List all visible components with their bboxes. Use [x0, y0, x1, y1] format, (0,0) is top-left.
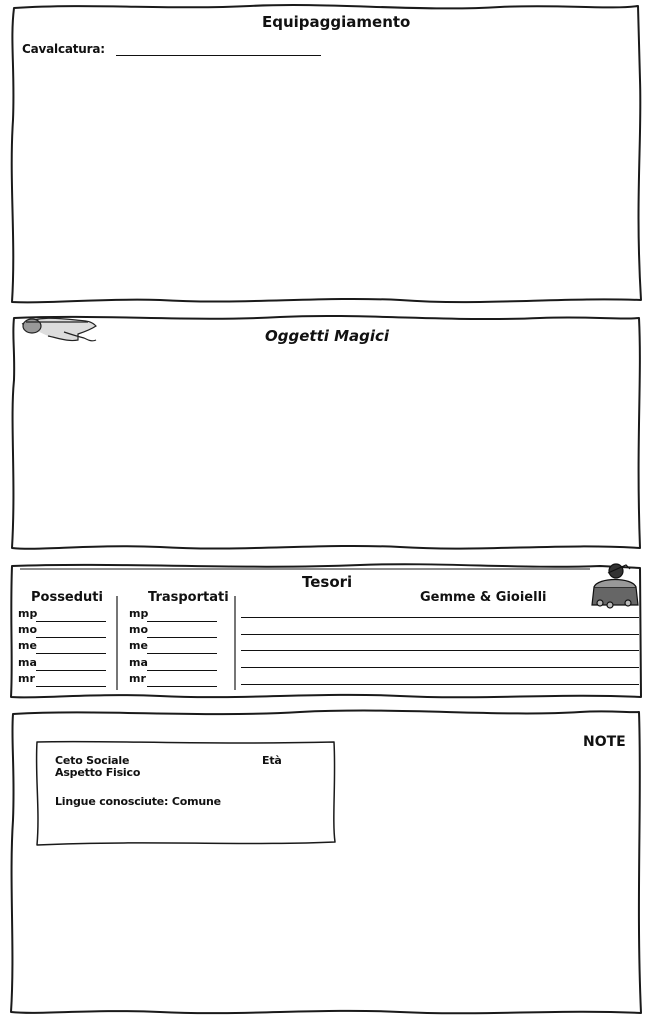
magic-items-title: Oggetti Magici	[265, 327, 390, 345]
carried-me-field[interactable]	[147, 641, 217, 654]
owned-ma-field[interactable]	[36, 658, 106, 671]
carried-ma-field[interactable]	[147, 658, 217, 671]
gems-line[interactable]	[241, 634, 639, 635]
owned-mo-field[interactable]	[36, 625, 106, 638]
coin-label: mr	[18, 672, 35, 685]
carried-mo-field[interactable]	[147, 625, 217, 638]
appearance-label: Aspetto Fisico	[55, 766, 141, 779]
carried-coin-row	[129, 606, 217, 622]
gems-line[interactable]	[241, 684, 639, 685]
coin-label: ma	[18, 656, 37, 669]
scroll-icon	[18, 308, 100, 348]
carried-coin-row	[129, 671, 217, 687]
owned-me-field[interactable]	[36, 641, 106, 654]
owned-mr-field[interactable]	[36, 674, 106, 687]
gems-header: Gemme & Gioielli	[420, 590, 547, 605]
owned-mp-field[interactable]	[36, 609, 106, 622]
coin-label: mp	[18, 607, 38, 620]
gems-line[interactable]	[241, 617, 639, 618]
coin-label: mr	[129, 672, 146, 685]
mount-label: Cavalcatura:	[22, 42, 105, 56]
gems-line[interactable]	[241, 667, 639, 668]
carried-coin-row	[129, 638, 217, 654]
owned-coin-row	[18, 622, 106, 638]
coin-label: mp	[129, 607, 149, 620]
age-label: Età	[262, 754, 282, 767]
owned-coin-row	[18, 606, 106, 622]
owned-coin-row	[18, 638, 106, 654]
mount-field[interactable]	[116, 42, 321, 56]
coin-label: mo	[18, 623, 38, 636]
carried-coin-row	[129, 622, 217, 638]
treasure-chest-icon	[586, 559, 644, 611]
carried-mp-field[interactable]	[147, 609, 217, 622]
carried-header: Trasportati	[148, 590, 229, 605]
owned-coin-row	[18, 671, 106, 687]
carried-mr-field[interactable]	[147, 674, 217, 687]
coin-label: ma	[129, 656, 148, 669]
magic-items-frame	[12, 316, 640, 549]
owned-coin-row	[18, 655, 106, 671]
coin-label: mo	[129, 623, 149, 636]
equipment-frame	[12, 5, 641, 302]
owned-header: Posseduti	[31, 590, 103, 605]
notes-title: NOTE	[583, 734, 626, 750]
carried-coin-row	[129, 655, 217, 671]
coin-label: me	[18, 639, 37, 652]
equipment-title: Equipaggiamento	[262, 13, 411, 31]
coin-label: me	[129, 639, 148, 652]
languages-label: Lingue conosciute: Comune	[55, 795, 221, 808]
treasure-title: Tesori	[302, 573, 353, 591]
social-class-label: Ceto Sociale	[55, 754, 130, 767]
gems-line[interactable]	[241, 650, 639, 651]
